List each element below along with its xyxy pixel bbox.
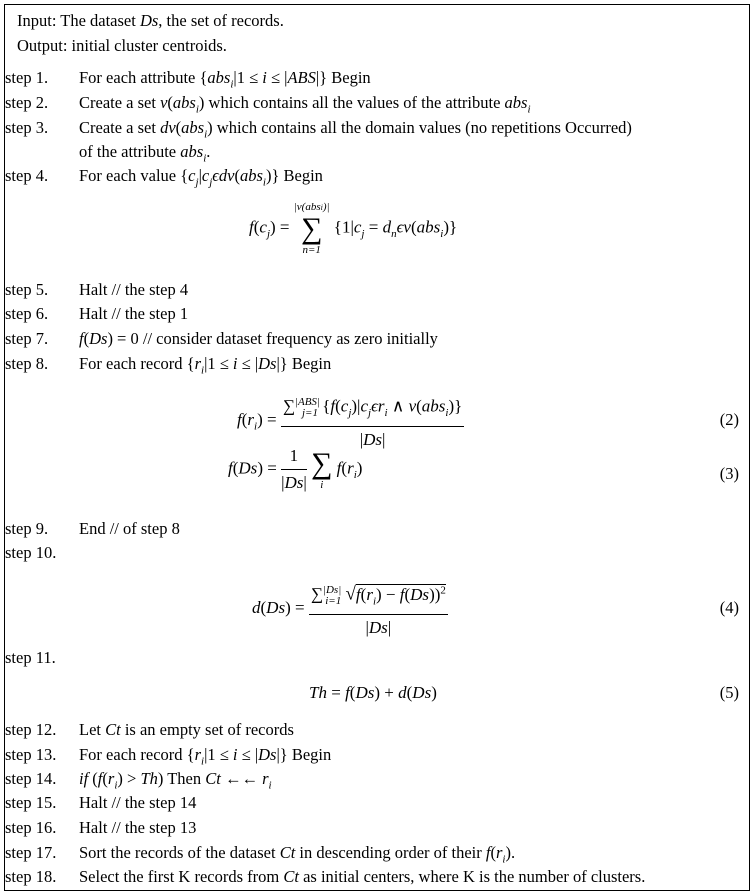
equation-2: $f(r_i)$ = $\frac{\sum^{|ABS|}_{j=1} \{f(c_j)|c_j\epsilon r_i \wedge v(abs_i)\}}{|Ds|}$	[237, 389, 464, 453]
algorithm-input: Input: The dataset Ds, the set of records.	[17, 11, 284, 30]
step-text: Halt // the step 14	[79, 793, 197, 812]
step-text: if $(f(r_i) > Th)$ Then Ct ←← $r_i$	[79, 769, 272, 792]
step-label: step 3.	[5, 118, 49, 137]
step-text: Select the first K records from Ct as initial centers, where K is the number of clusters.	[79, 867, 646, 886]
step-text-continued: of the attribute abs$_i$.	[79, 142, 211, 165]
step-text: Create a set dv(abs$_i$) which contains all the domain values (no repetitions Occurred)	[79, 118, 632, 141]
step-label: step 18.	[5, 867, 57, 886]
step-text: f(Ds) = 0 // consider dataset frequency as zero initially	[79, 329, 438, 348]
step-text: End // of step 8	[79, 519, 180, 538]
equation-number: (3)	[719, 464, 739, 483]
step-label: step 7.	[5, 329, 49, 348]
step-text: Halt // the step 4	[79, 280, 189, 299]
step-label: step 8.	[5, 354, 49, 373]
step-label: step 14.	[5, 769, 57, 788]
equation-number: (4)	[719, 598, 739, 617]
step-text: For each attribute {abs$_i$|1 ≤ i ≤ |ABS|} Begin	[79, 68, 371, 91]
step-label: step 9.	[5, 519, 49, 538]
step-label: step 13.	[5, 745, 57, 764]
step-label: step 4.	[5, 166, 49, 185]
step-label: step 10.	[5, 543, 57, 562]
step-text: Create a set v(abs$_i$) which contains all the values of the attribute abs$_i$	[79, 93, 531, 116]
step-label: step 2.	[5, 93, 49, 112]
step-label: step 15.	[5, 793, 57, 812]
step-text: Sort the records of the dataset Ct in descending order of their $f(r_i)$.	[79, 843, 516, 866]
step-label: step 16.	[5, 818, 57, 837]
step-text: Halt // the step 1	[79, 304, 189, 323]
equation-number: (2)	[719, 410, 739, 429]
step-label: step 11.	[5, 648, 56, 667]
equation-frequency-value: $f(c_j)$ = |v(absi)| ∑ n=1 $\{1|c_j = d_n\epsilon v(abs_i)\}$	[249, 201, 458, 256]
algorithm-output: Output: initial cluster centroids.	[17, 36, 227, 55]
equation-4: d(Ds) = $\frac{\sum^{|Ds|}_{i=1} √f(r_i) - f(Ds))^2}{|Ds|}$	[252, 577, 448, 641]
step-label: step 6.	[5, 304, 49, 323]
step-text: Halt // the step 13	[79, 818, 197, 837]
step-text: For each value $\{c_j|c_j\epsilon dv(abs_i)\}$ Begin	[79, 166, 323, 189]
step-label: step 1.	[5, 68, 49, 87]
step-label: step 12.	[5, 720, 57, 739]
step-label: step 5.	[5, 280, 49, 299]
step-text: Let Ct is an empty set of records	[79, 720, 294, 739]
step-label: step 17.	[5, 843, 57, 862]
step-text: For each record $\{r_i|1 \le i \le |Ds|\}$ Begin	[79, 745, 332, 768]
step-text: For each record $\{r_i|1 \le i \le |Ds|\}$ Begin	[79, 354, 332, 377]
equation-5: Th = f(Ds) + d(Ds)	[309, 683, 437, 702]
algorithm-box	[4, 4, 750, 891]
equation-3: f(Ds) = $\frac{1}{|Ds|}$ ∑ i $f(r_i)$	[228, 443, 362, 496]
equation-number: (5)	[719, 683, 739, 702]
